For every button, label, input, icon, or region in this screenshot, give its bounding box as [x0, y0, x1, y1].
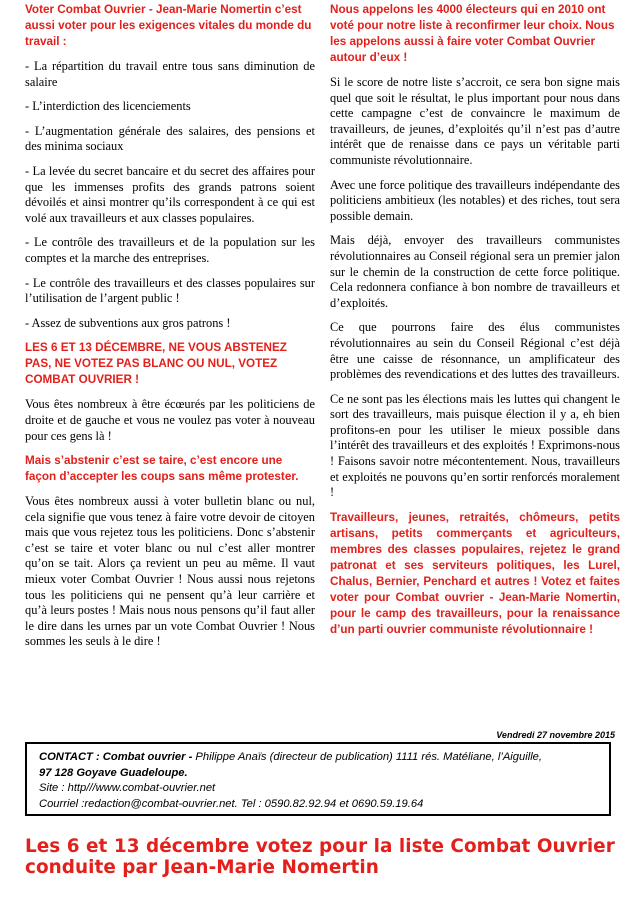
appeal-heading: Nous appelons les 4000 électeurs qui en 2010 ont voté pour notre liste à reconfirmer leur choix. Nous les appelons aussi à faire voter Combat Ouvrier autour d’eux ! [330, 3, 615, 64]
closing-call: Travailleurs, jeunes, retraités, chômeurs, petits artisans, petits commerçants et agriculteurs, membres des classes populaires, rejetez le grand patronat et ses serviteurs politiques, les Lurel, Chalus, Bernier, Penchard et autres ! Votez et faites voter pour Combat ouvrier - Jean-Marie Nomertin, pour le camp des travailleurs, pour la renaissance d’un parti ouvrier communiste révolutionnaire ! [330, 510, 620, 636]
blank-vote-paragraph: Vous êtes nombreux aussi à voter bulletin blanc ou nul, cela signifie que vous tenez à faire votre devoir de citoyen mais que vous rejetez tous les politiciens. Donc s’abstenir c’est se taire et voter blanc ou nul c’est aller montrer qu’on se tait. Alors ça revient un peu au même. Il vaut mieux voter Combat Ouvrier ! Nous aussi nous rejetons tous les politiciens qui ne pensent qu’à leur carrière et qu’à leurs postes ! Mais nous nous pensons qu’il faut aller le dire dans les urnes par un vote Combat Ouvrier ! Nous sommes les seuls à le dire ! [25, 494, 315, 649]
demand-item: - La répartition du travail entre tous sans diminution de salaire [25, 59, 315, 89]
bottom-headline: Les 6 et 13 décembre votez pour la liste Combat Ouvrier conduite par Jean-Marie Nomertin [25, 836, 615, 878]
left-column [25, 2, 315, 659]
contact-site: Site : http///www.combat-ouvrier.net [39, 782, 216, 794]
contact-email-phone: Courriel :redaction@combat-ouvrier.net. Tel : 0590.82.92.94 et 0690.59.19.64 [39, 797, 424, 810]
abstain-warning: Mais s’abstenir c’est se taire, c’est encore une façon d’accepter les coups sans même protester. [25, 454, 299, 484]
demand-item: - L’interdiction des licenciements [25, 99, 191, 114]
contact-address: Philippe Anaïs (directeur de publication) 1111 rés. Matéliane, l’Aiguille, [192, 751, 543, 763]
demand-item: - Assez de subventions aux gros patrons ! [25, 315, 231, 330]
already-paragraph: Mais déjà, envoyer des travailleurs communistes révolutionnaires au Conseil régional sera un premier jalon sur le chemin de la construction de cette force politique. Cela redonnera confiance à bon nombre de travailleurs et d’exploités. [330, 233, 620, 310]
score-paragraph: Si le score de notre liste s’accroit, ce sera bon signe mais quel que soit le résultat, le plus important pour nous dans cette campagne c’est de convaincre le maximum de travailleurs, de jeunes, d’exploités qu’il n’est pas d’autre intérêt que de renaisse dans ce pays un véritable parti communiste révolutionnaire. [330, 75, 620, 167]
contact-box [25, 742, 611, 816]
call-to-vote: LES 6 ET 13 DÉCEMBRE, NE VOUS ABSTENEZ PAS, NE VOTEZ PAS BLANC OU NUL, VOTEZ COMBAT OUVRIER ! [25, 341, 287, 387]
publication-date: Vendredi 27 novembre 2015 [496, 730, 615, 740]
demand-item: - L’augmentation générale des salaires, des pensions et des minima sociaux [25, 123, 315, 154]
contact-label: CONTACT : Combat ouvrier - [39, 751, 193, 763]
disgust-paragraph: Vous êtes nombreux à être écœurés par les politiciens de droite et de gauche et vous ne voulez pas voter à nouveau pour ces gens là ! [25, 397, 315, 443]
right-column [330, 2, 620, 647]
struggles-paragraph: Ce ne sont pas les élections mais les luttes qui changent le sort des travailleurs, mais puisque élection il y a, eh bien profitons-en pour les utiliser le mieux possible dans l’intérêt des travailleurs et des exploités ! Exprimons-nous ! Faisons savoir notre mécontentement. Nous, travailleurs et exploités ne pouvons qu’en sortir renforcés moralement ! [330, 391, 620, 500]
contact-city: 97 128 Goyave Guadeloupe. [39, 766, 188, 779]
demands-list [25, 59, 315, 331]
demand-item: - La levée du secret bancaire et du secret des affaires pour que les immenses profits des grands patrons soient dévoilés et ainsi montrer qu’ils correspondent à ce qui est volé aux travailleurs et aux classes populaires. [25, 163, 315, 225]
demand-item: - Le contrôle des travailleurs et de la population sur les comptes et la marche des entreprises. [25, 235, 315, 265]
demand-item: - Le contrôle des travailleurs et des classes populaires sur l’utilisation de l’argent public ! [25, 275, 315, 306]
force-paragraph: Avec une force politique des travailleurs indépendante des politiciens ambitieux (les notables) et des riches, tout sera possible demain. [330, 177, 620, 223]
elected-paragraph: Ce que pourrons faire des élus communistes révolutionnaires au sein du Conseil Régional c’est déjà être une caisse de résonnance, un amplificateur des problèmes des revendications et des luttes des travailleurs. [330, 320, 620, 382]
intro-heading: Voter Combat Ouvrier - Jean-Marie Nomertin c’est aussi voter pour les exigences vitales du monde du travail : [25, 3, 312, 48]
contact-line-1 [39, 750, 601, 766]
